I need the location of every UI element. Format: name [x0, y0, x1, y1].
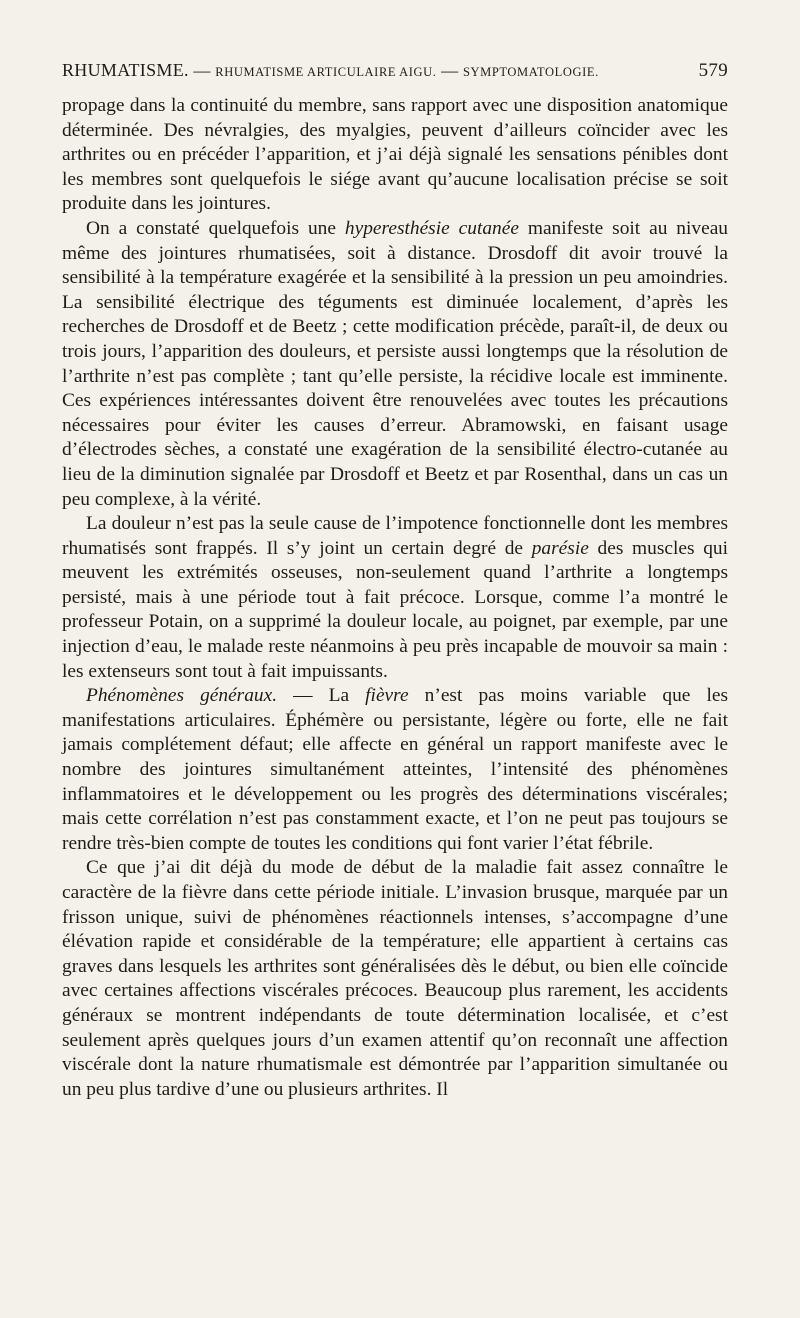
text-run: On a constaté quelquefois une	[86, 217, 345, 239]
running-header	[62, 60, 728, 94]
text-run: des muscles qui meuvent les extrémités osseuses, non-seulement quand l’arthrite a longtemps persisté, mais à une période tout à fait précoce. Lorsque, comme l’a montré le professeur Potain, on a supprimé la douleur locale, au poignet, par exemple, par une injection d’eau, le malade reste néanmoins à peu près incapable de mouvoir sa main : les extenseurs sont tout à fait impuissants.	[62, 537, 728, 682]
paragraph	[62, 94, 728, 217]
paragraph	[62, 512, 728, 684]
text-run: n’est pas moins variable que les manifestations articulaires. Éphémère ou persistante, légère ou forte, elle ne fait jamais complétement défaut; elle affecte en général un rapport manifeste avec le nombre des jointures simultanément atteintes, l’intensité des phénomènes inflammatoires et le développement ou les progrès des déterminations viscérales; mais cette corrélation n’est pas constamment exacte, et l’on ne peut pas toujours se rendre très-bien compte de toutes les conditions qui font varier l’état fébrile.	[62, 685, 729, 854]
page-number: 579	[698, 60, 728, 81]
paragraph	[62, 217, 728, 512]
header-dash: —	[441, 61, 459, 80]
italic-term: Phénomènes généraux.	[86, 685, 278, 707]
header-dash: —	[193, 61, 211, 80]
paragraph	[62, 856, 728, 1102]
text-run: Ce que j’ai dit déjà du mode de début de la maladie fait assez connaître le caractère de la fièvre dans cette période initiale. L’invasion brusque, marquée par un frisson unique, suivi de phénomènes réactionnels intenses, s’accompagne d’une élévation rapide et considérable de la température; elle appartient à certains cas graves dans lesquels les arthrites sont généralisées dès le début, ou bien elle coïncide avec certaines affections viscérales précoces. Beaucoup plus rarement, les accidents généraux se montrent indépendants de toute détermination localisée, et c’est seulement après quelques jours d’un examen attentif qu’on reconnaît une affection viscérale dont la nature rhumatismale est démontrée par l’apparition simultanée ou un peu plus tardive d’une ou plusieurs arthrites. Il	[62, 857, 728, 1100]
text-run: La douleur n’est pas la seule cause de l’impotence fonctionnelle dont les membres rhumatisés sont frappés. Il s’y joint un certain degré de	[62, 513, 728, 559]
running-title	[62, 60, 599, 81]
text-run: propage dans la continuité du membre, sans rapport avec une disposition anatomique déterminée. Des névralgies, des myalgies, peuvent d’ailleurs coïncider avec les arthrites ou en précéder l’apparition, et j’ai déjà signalé les sensations pénibles dont les membres sont quelquefois le siége avant qu’aucune localisation précise se soit produite dans les jointures.	[62, 95, 728, 215]
italic-term: parésie	[531, 537, 589, 559]
header-chapter: RHUMATISME.	[62, 60, 189, 80]
italic-term: fièvre	[365, 685, 409, 707]
header-section: RHUMATISME ARTICULAIRE AIGU.	[215, 65, 437, 79]
text-run: manifeste soit au niveau même des jointures rhumatisées, soit à distance. Drosdoff dit avoir trouvé la sensibilité à la température exagérée et la sensibilité à la pression un peu amoindries. La sensibilité électrique des téguments est diminuée localement, d’après les recherches de Drosdoff et de Beetz ; cette modification précède, paraît-il, de deux ou trois jours, l’apparition des douleurs, et persiste aussi longtemps que la résolution de l’arthrite n’est pas complète ; tant qu’elle persiste, la récidive locale est imminente. Ces expériences intéressantes doivent être renouvelées avec toutes les précautions nécessaires pour éviter les causes d’erreur. Abramowski, en faisant usage d’électrodes sèches, a constaté une exagération de la sensibilité électro-cutanée au lieu de la diminution signalée par Drosdoff et Beetz et par Rosenthal, dans un cas un peu complexe, à la vérité.	[62, 217, 728, 510]
paragraph	[62, 684, 728, 856]
body-text	[62, 94, 728, 1102]
text-run: — La	[277, 685, 366, 707]
italic-term: hyperesthésie cutanée	[344, 217, 519, 239]
header-subsection: SYMPTOMATOLOGIE.	[462, 65, 599, 79]
